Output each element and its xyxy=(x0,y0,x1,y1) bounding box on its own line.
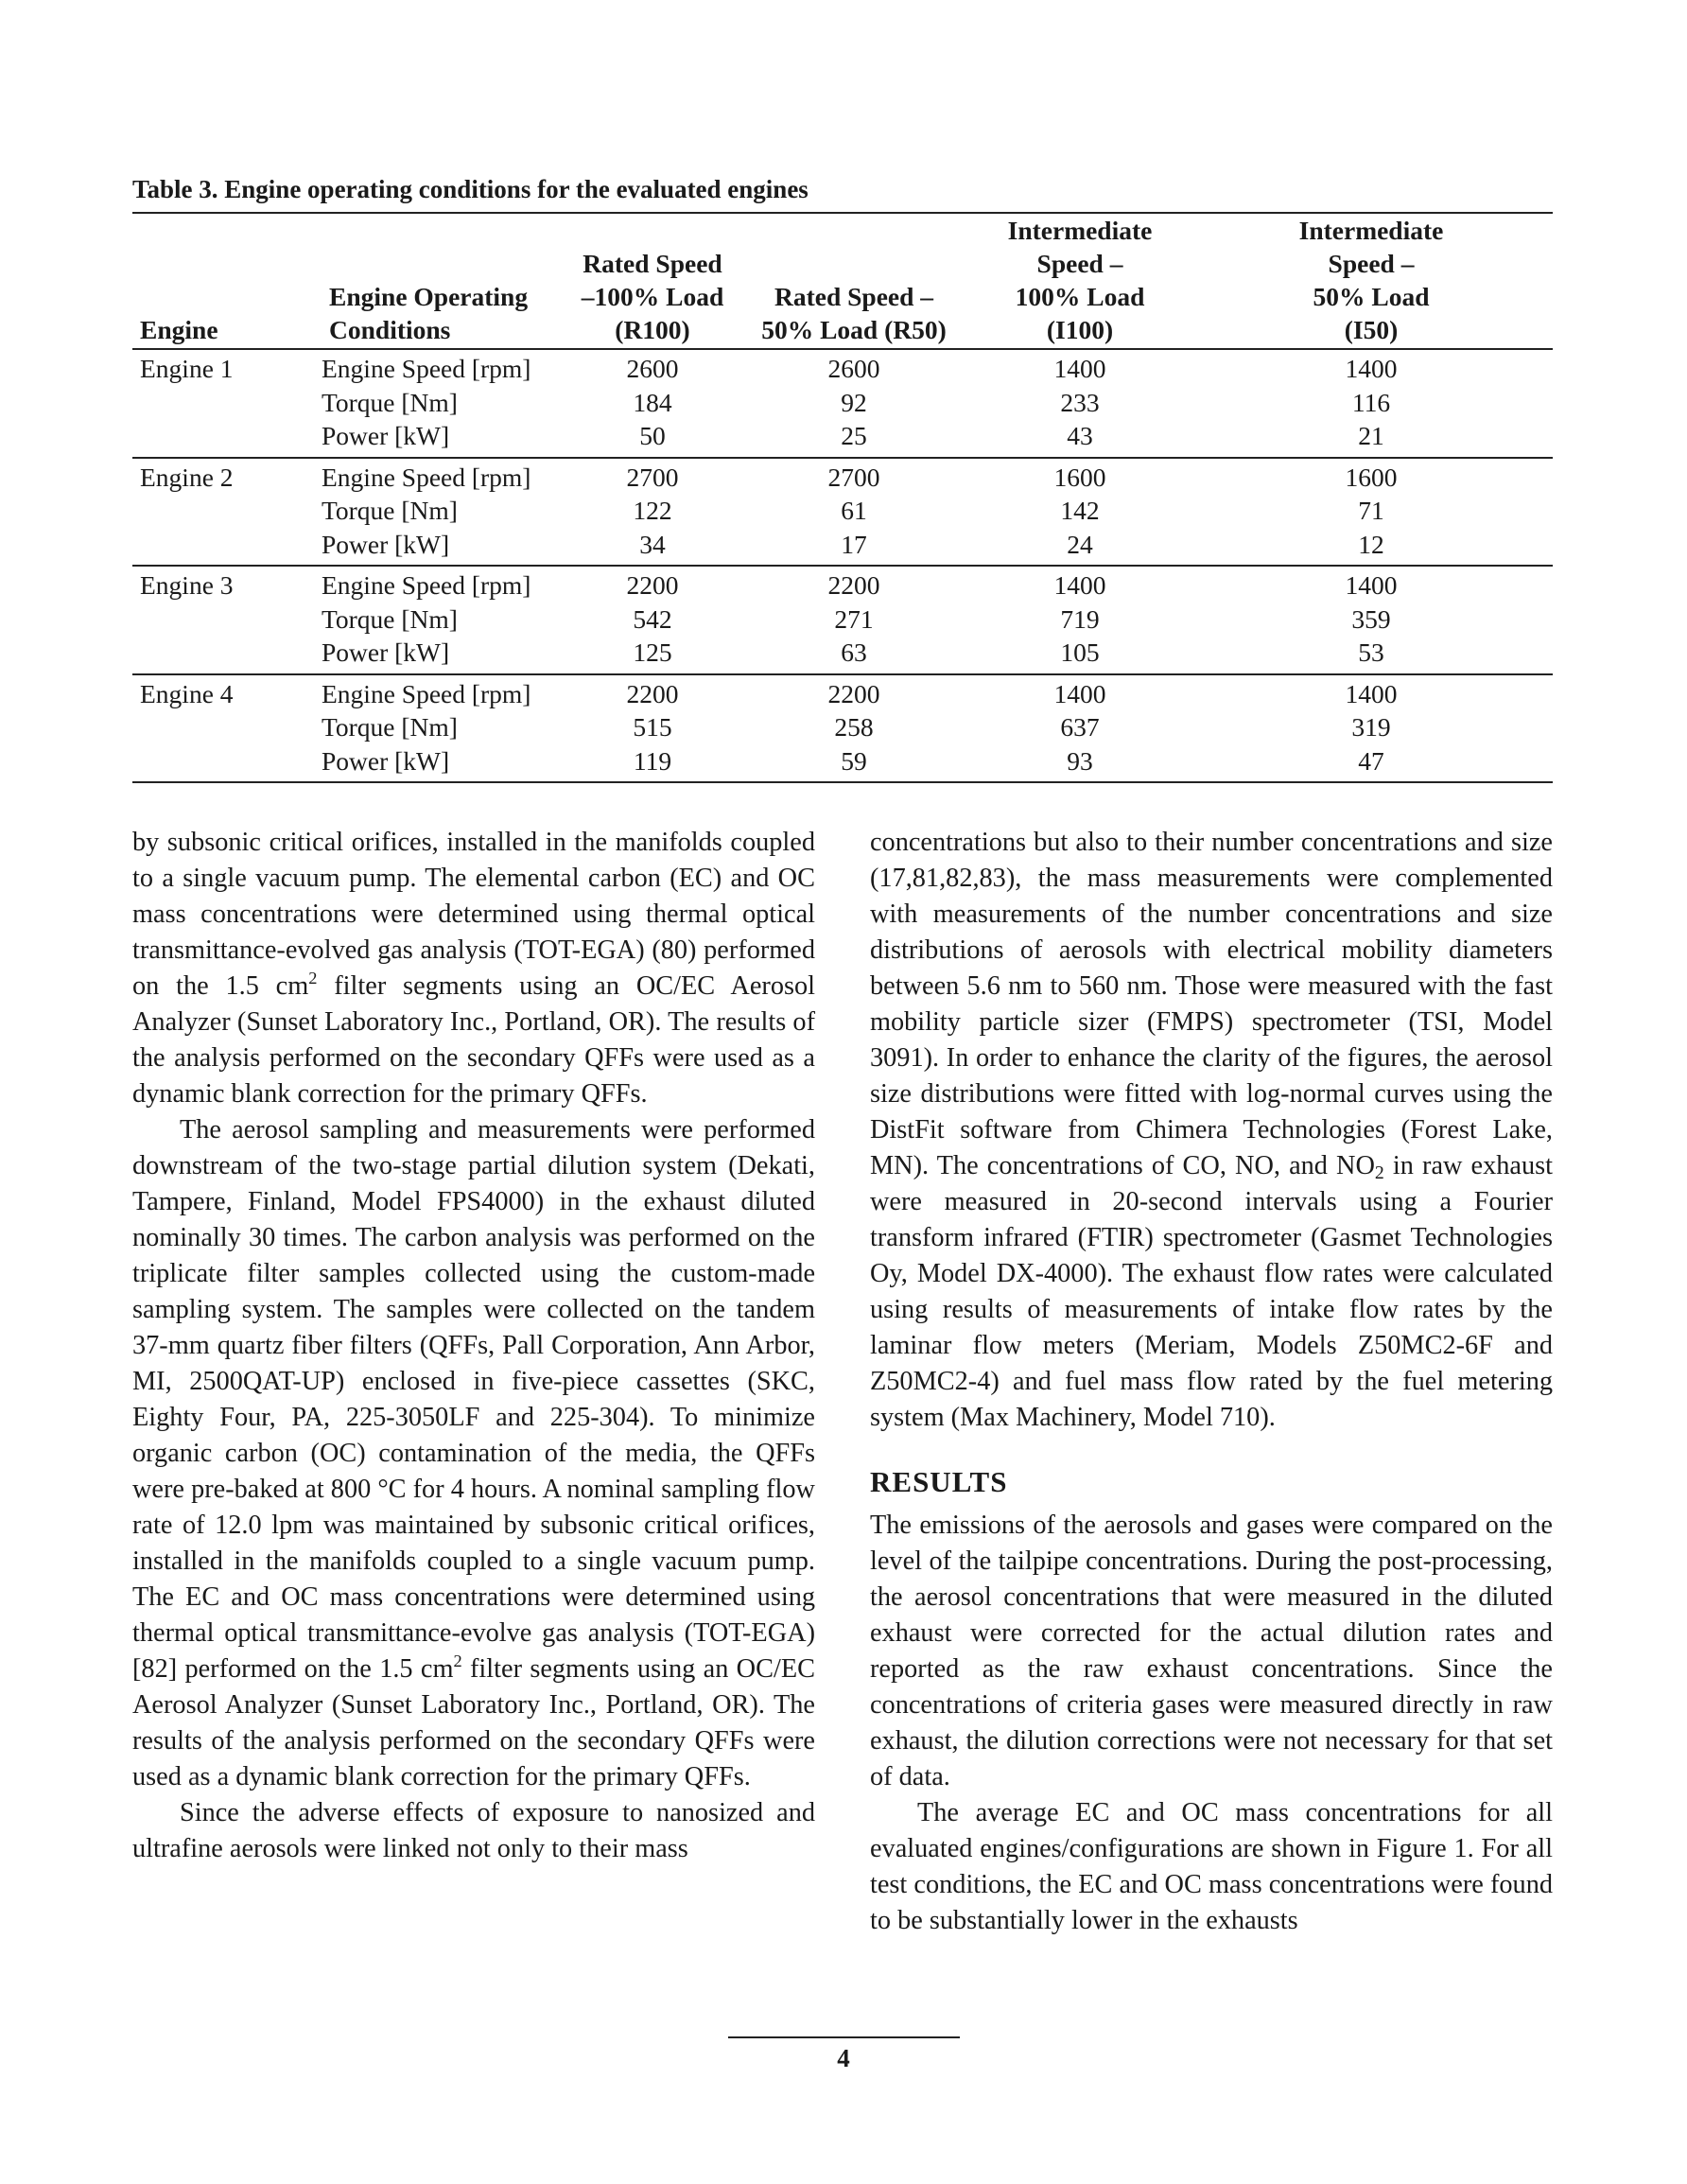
value-cell: 53 xyxy=(1190,636,1553,674)
value-cell: 43 xyxy=(970,419,1190,458)
value-cell: 119 xyxy=(567,744,738,783)
value-cell: 2200 xyxy=(827,678,880,708)
value-cell: 1400 xyxy=(1345,570,1398,600)
condition-cell: Power [kW] xyxy=(322,636,567,674)
table-row xyxy=(132,744,1553,783)
value-cell: 61 xyxy=(841,496,867,525)
left-column xyxy=(132,825,815,1939)
paragraph: The average EC and OC mass concentrations for all evaluated engines/configurations are shown in Figure 1. For all test conditions, the EC and OC mass concentrations were found to be substantially lower in the exhausts xyxy=(870,1798,1553,1935)
value-cell: 1600 xyxy=(1053,462,1106,492)
engine-group xyxy=(132,349,1553,458)
value-cell: 2700 xyxy=(827,462,880,492)
condition-cell: Torque [Nm] xyxy=(322,387,458,417)
value-cell: 24 xyxy=(970,528,1190,567)
table-row xyxy=(132,419,1553,458)
condition-cell: Engine Speed [rpm] xyxy=(322,354,531,383)
value-cell: 2200 xyxy=(626,678,679,708)
value-cell: 17 xyxy=(738,528,970,567)
page-footer xyxy=(0,2036,1687,2073)
engine-label: Engine 4 xyxy=(140,678,234,708)
header-r50: Rated Speed – 50% Load (R50) xyxy=(738,214,970,349)
value-cell: 2200 xyxy=(827,570,880,600)
header-engine: Engine xyxy=(132,214,322,349)
value-cell: 116 xyxy=(1351,387,1391,417)
table-header-row xyxy=(132,214,1553,349)
value-cell: 542 xyxy=(633,603,672,634)
paragraph: The emissions of the aerosols and gases were compared on the level of the tailpipe concentrations. During the post-processing, the aerosol concentrations that were measured in the diluted exhaust were corrected for the actual dilution rates and reported as the raw exhaust concentrations. Since the concentrations of criteria gases were measured directly in raw exhaust, the dilution corrections were not necessary for that set of data. xyxy=(870,1511,1553,1791)
table-row xyxy=(132,674,1553,711)
engine-label: Engine 1 xyxy=(140,354,234,383)
paragraph: by subsonic critical orifices, installed in the manifolds coupled to a single vacuum pump. The elemental carbon (EC) and OC mass concentrations were determined using thermal optical transmittance-evolved gas analysis (TOT-EGA) (80) performed on the 1.5 $cm^2$ filter segments using an OC/EC Aerosol Analyzer (Sunset Laboratory Inc., Portland, OR). The results of the analysis performed on the secondary QFFs were used as a dynamic blank correction for the primary QFFs. xyxy=(132,828,815,1109)
value-cell: 125 xyxy=(567,636,738,674)
value-cell: 34 xyxy=(567,528,738,567)
engine-group xyxy=(132,458,1553,567)
value-cell: 50 xyxy=(567,419,738,458)
value-cell: 1400 xyxy=(1345,678,1398,708)
value-cell: 1400 xyxy=(1053,354,1106,383)
condition-cell: Power [kW] xyxy=(322,528,567,567)
page xyxy=(132,175,1553,1939)
value-cell: 271 xyxy=(834,603,874,634)
value-cell: 258 xyxy=(834,712,874,742)
value-cell: 25 xyxy=(738,419,970,458)
right-column xyxy=(870,825,1553,1939)
header-conditions: Engine Operating Conditions xyxy=(322,214,567,349)
table-row xyxy=(132,349,1553,386)
value-cell: 637 xyxy=(1060,712,1100,742)
condition-cell: Torque [Nm] xyxy=(322,603,458,634)
table-row xyxy=(132,458,1553,495)
table-row xyxy=(132,494,1553,528)
value-cell: 1400 xyxy=(1053,678,1106,708)
value-cell: 47 xyxy=(1190,744,1553,783)
value-cell: 142 xyxy=(1060,496,1100,525)
footer-rule xyxy=(728,2036,960,2038)
header-i100: Intermediate Speed – 100% Load (I100) xyxy=(970,214,1190,349)
value-cell: 63 xyxy=(738,636,970,674)
value-cell: 2600 xyxy=(827,354,880,383)
value-cell: 184 xyxy=(633,387,672,417)
value-cell: 359 xyxy=(1351,603,1391,634)
value-cell: 21 xyxy=(1190,419,1553,458)
value-cell: 2700 xyxy=(626,462,679,492)
table-row xyxy=(132,603,1553,637)
condition-cell: Torque [Nm] xyxy=(322,712,458,742)
condition-cell: Engine Speed [rpm] xyxy=(322,570,531,600)
body-columns xyxy=(132,825,1553,1939)
value-cell: 2600 xyxy=(626,354,679,383)
value-cell: 319 xyxy=(1351,712,1391,742)
table-row xyxy=(132,636,1553,674)
value-cell: 1400 xyxy=(1345,354,1398,383)
engine-label: Engine 2 xyxy=(140,462,234,492)
value-cell: 122 xyxy=(633,496,672,525)
table-row xyxy=(132,566,1553,603)
value-cell: 93 xyxy=(970,744,1190,783)
value-cell: 1400 xyxy=(1053,570,1106,600)
value-cell: 2200 xyxy=(626,570,679,600)
page-number: 4 xyxy=(837,2044,850,2072)
value-cell: 515 xyxy=(633,712,672,742)
header-r100: Rated Speed –100% Load (R100) xyxy=(567,214,738,349)
value-cell: 233 xyxy=(1060,387,1100,417)
header-i50: Intermediate Speed – 50% Load (I50) xyxy=(1190,214,1553,349)
paragraph: The aerosol sampling and measurements were performed downstream of the two-stage partial dilution system (Dekati, Tampere, Finland, Model FPS4000) in the exhaust diluted nominally 30 times. The carbon analysis was performed on the triplicate filter samples collected using the custom-made sampling system. The samples were collected on the tandem 37-mm quartz fiber filters (QFFs, Pall Corporation, Ann Arbor, MI, 2500QAT-UP) enclosed in five-piece cassettes (SKC, Eighty Four, PA, 225-3050LF and 225-304). To minimize organic carbon (OC) contamination of the media, the QFFs were pre-baked at 800 °C for 4 hours. A nominal sampling flow rate of 12.0 lpm was maintained by subsonic critical orifices, installed in the manifolds coupled to a single vacuum pump. The EC and OC mass concentrations were determined using thermal optical transmittance-evolve gas analysis (TOT-EGA) [82] performed on the 1.5 $cm^2$ filter segments using an OC/EC Aerosol Analyzer (Sunset Laboratory Inc., Portland, OR). The results of the analysis performed on the secondary QFFs were used as a dynamic blank correction for the primary QFFs. xyxy=(132,1115,816,1791)
engine-label: Engine 3 xyxy=(140,570,234,600)
table-row xyxy=(132,710,1553,744)
paragraph: concentrations but also to their number concentrations and size (17,81,82,83), the mass measurements were complemented with measurements of the number concentrations and size distributions of aerosols with electrical mobility diameters between 5.6 nm to 560 nm. Those were measured with the fast mobility particle sizer (FMPS) spectrometer (TSI, Model 3091). In order to enhance the clarity of the figures, the aerosol size distributions were fitted with log-normal curves using the DistFit software from Chimera Technologies (Forest Lake, MN). The concentrations of CO, NO, and $NO_2$ in raw exhaust were measured in 20-second intervals using a Fourier transform infrared (FTIR) spectrometer (Gasmet Technologies Oy, Model DX-4000). The exhaust flow rates were calculated using results of measurements of intake flow rates by the laminar flow meters (Meriam, Models Z50MC2-6F and Z50MC2-4) and fuel mass flow rated by the fuel metering system (Max Machinery, Model 710). xyxy=(870,828,1553,1432)
engine-conditions-table xyxy=(132,214,1553,783)
condition-cell: Engine Speed [rpm] xyxy=(322,678,531,708)
condition-cell: Power [kW] xyxy=(322,419,567,458)
condition-cell: Torque [Nm] xyxy=(322,496,458,525)
value-cell: 719 xyxy=(1060,603,1100,634)
section-heading-results: RESULTS xyxy=(870,1465,1008,1498)
value-cell: 59 xyxy=(738,744,970,783)
condition-cell: Power [kW] xyxy=(322,744,567,783)
value-cell: 71 xyxy=(1358,496,1384,525)
value-cell: 92 xyxy=(841,387,867,417)
condition-cell: Engine Speed [rpm] xyxy=(322,462,531,492)
value-cell: 105 xyxy=(970,636,1190,674)
engine-group xyxy=(132,674,1553,783)
paragraph: Since the adverse effects of exposure to nanosized and ultrafine aerosols were linked not only to their mass xyxy=(132,1798,815,1863)
table-row xyxy=(132,386,1553,420)
value-cell: 1600 xyxy=(1345,462,1398,492)
table-row xyxy=(132,528,1553,567)
value-cell: 12 xyxy=(1190,528,1553,567)
table-caption: Table 3. Engine operating conditions for the evaluated engines xyxy=(132,175,1553,214)
engine-group xyxy=(132,566,1553,674)
